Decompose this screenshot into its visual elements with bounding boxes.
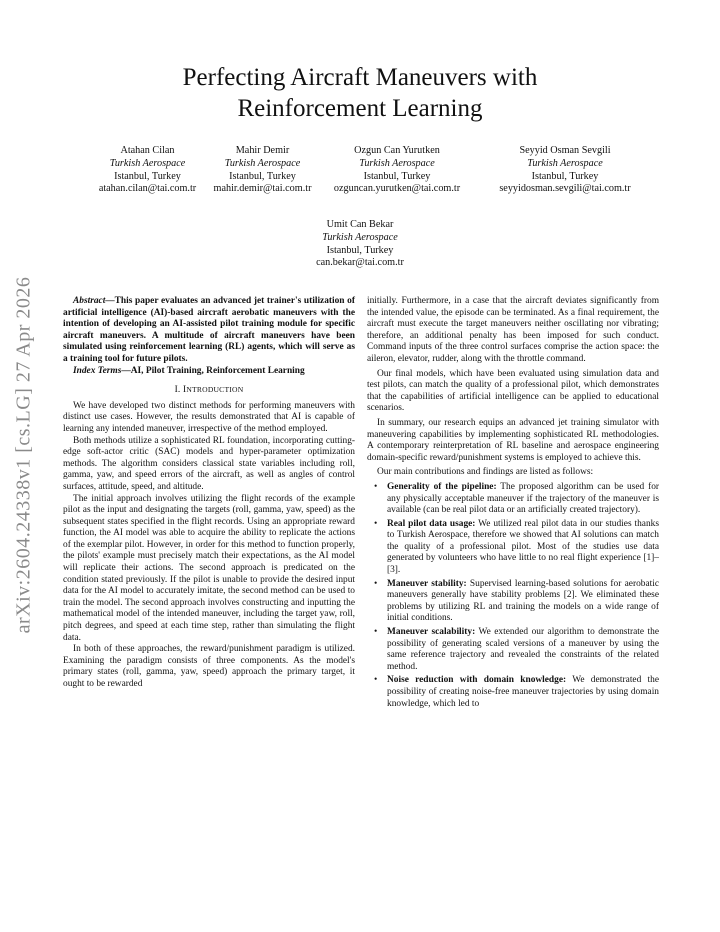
abstract-text: —This paper evaluates an advanced jet trainer's utilization of artificial intelligence (AI)-based aircraft aerobatic maneuvers with the intention of developing an AI-assisted pilot training module for specific aircraft maneuvers. A multitude of aircraft maneuvers have been simulated using reinforcement learning (RL) agents, which will serve as a training tool for future pilots. (63, 296, 355, 364)
body-paragraph: In summary, our research equips an advanced jet training simulator with maneuvering capabilities by implementing sophisticated RL methodologies. A contemporary reinterpretation of RL baseline and aerospace engineering domain-specific reward/punishment systems is employed to achieve this. (367, 417, 659, 463)
author-email: ozguncan.yurutken@tai.com.tr (333, 183, 461, 195)
author-location: Istanbul, Turkey (114, 170, 181, 182)
author-email: atahan.cilan@tai.com.tr (98, 183, 197, 195)
author-block (322, 145, 472, 196)
index-terms-label: Index Terms (73, 365, 122, 376)
author-email: can.bekar@tai.com.tr (316, 257, 404, 269)
author-email: seyyidosman.sevgili@tai.com.tr (499, 183, 631, 195)
author-email: mahir.demir@tai.com.tr (213, 183, 312, 195)
body-paragraph: Our final models, which have been evaluated using simulation data and test pilots, can match the quality of a professional pilot, which demonstrates that the capabilities of artificial intelligence can be applied to educational scenarios. (367, 368, 659, 414)
author-affiliation: Turkish Aerospace (359, 157, 435, 169)
body-paragraph: Both methods utilize a sophisticated RL foundation, incorporating cutting-edge soft-actor critic (SAC) models and hyper-parameter optimization methods. The algorithm considers classical state variables including roll, gamma, yaw, and speed errors of the aircraft, as well as angles of control surfaces, attitude, speed, and altitude. (63, 435, 355, 492)
section-title-rest: NTRODUCTION (186, 385, 244, 395)
author-name: Seyyid Osman Sevgili (519, 145, 611, 156)
list-item (367, 579, 659, 625)
list-item (367, 519, 659, 577)
section-number: I. (174, 385, 181, 396)
section-heading (63, 384, 355, 397)
author-name: Mahir Demir (235, 145, 290, 156)
contribution-head: Real pilot data usage: (387, 518, 476, 529)
author-affiliation: Turkish Aerospace (109, 157, 186, 169)
contributions-list (367, 482, 659, 710)
author-block (490, 145, 640, 196)
author-block (80, 145, 215, 196)
author-affiliation: Turkish Aerospace (322, 231, 398, 243)
contribution-text: We utilized real pilot data in our studies thanks to Turkish Aerospace, therefore we showed that AI solutions can match the quality of a professional pilot. Most of the studies use data generated by volunteers who have little to no real flight experience [1]–[3]. (387, 518, 659, 576)
section-first-letter: I (183, 385, 187, 396)
author-location: Istanbul, Turkey (531, 170, 599, 182)
abstract (63, 296, 355, 366)
list-item (367, 675, 659, 710)
author-affiliation: Turkish Aerospace (527, 157, 603, 169)
paper-title (110, 62, 610, 124)
left-column (63, 296, 355, 691)
title-line-2: Reinforcement Learning (237, 95, 483, 122)
list-item (367, 482, 659, 517)
contribution-text: The proposed algorithm can be used for any physically acceptable maneuver if the trajectory of the maneuver is available (can be real pilot data or an artificially created trajectory). (387, 481, 660, 516)
bullet-icon: • (374, 675, 378, 686)
contribution-text: We extended our algorithm to demonstrate the possibility of generating scaled versions of a maneuver by using the same reference trajectory and revealed the constraints of the related method. (387, 627, 659, 672)
contribution-head: Generality of the pipeline: (387, 481, 497, 492)
bullet-icon: • (374, 481, 378, 492)
right-column (367, 296, 659, 712)
author-name: Ozgun Can Yurutken (354, 145, 440, 156)
author-location: Istanbul, Turkey (229, 170, 296, 182)
author-block (200, 145, 325, 196)
body-paragraph: We have developed two distinct methods for performing maneuvers with distinct use cases. However, the results demonstrated that AI is capable of learning any intended maneuver, irrespective of the method employed. (63, 400, 355, 434)
contribution-head: Maneuver scalability: (387, 627, 476, 638)
index-terms (63, 366, 355, 378)
contribution-text: Supervised learning-based solutions for aerobatic maneuvers generally have stability problems [2]. We eliminated these problems by utilizing RL and training the models on a wide range of initial conditions. (387, 578, 659, 624)
author-affiliation: Turkish Aerospace (224, 157, 301, 169)
author-location: Istanbul, Turkey (326, 244, 394, 256)
author-name: Umit Can Bekar (326, 219, 394, 230)
author-block (285, 219, 435, 270)
index-terms-text: —AI, Pilot Training, Reinforcement Learning (121, 365, 305, 376)
contribution-head: Maneuver stability: (387, 578, 467, 589)
author-location: Istanbul, Turkey (363, 170, 431, 182)
body-paragraph: In both of these approaches, the reward/punishment paradigm is utilized. Examining the paradigm consists of three components. As the model's primary states (roll, gamma, yaw, speed) approach the primary target, it ought to be rewarded (63, 644, 355, 689)
contribution-text: We demonstrated the possibility of creating noise-free maneuver trajectories by using domain knowledge, which led to (387, 675, 660, 709)
body-paragraph: Our main contributions and findings are listed as follows: (377, 467, 594, 478)
contribution-head: Noise reduction with domain knowledge: (387, 675, 567, 686)
arxiv-identifier[interactable]: arXiv:2604.24338v1 [cs.LG] 27 Apr 2026 (12, 276, 35, 634)
bullet-icon: • (374, 518, 378, 529)
bullet-icon: • (374, 578, 378, 589)
abstract-label: Abstract (73, 296, 106, 306)
body-paragraph: initially. Furthermore, in a case that the aircraft deviates significantly from the intended value, the episode can be terminated. As a final requirement, the aircraft must execute the target maneuvers neither oscillating nor vibrating; therefore, an additional penalty has been imposed for such conduct. Command inputs of the three control surfaces comprise the action space: the aileron, elevator, rudder, along with the throttle command. (367, 296, 659, 364)
body-paragraph: The initial approach involves utilizing the flight records of the example pilot as the input and designating the targets (roll, gamma, yaw, speed) as the subsequent states specified in the flight records. Using an appropriate reward function, the AI model was able to acquire the ability to replicate the actions of the exemplar pilot. However, in order for this method to function properly, the pilots' example must precisely match their expectations, as the AI model will replicate their actions. The second approach is predicated on the condition stated previously. If the pilot is unable to provide the desired input data for the AI model to accurately imitate, the second method can be used to train the model. The second approach involves constructing and inputting the mathematical model of the intended maneuver, including the target yaw, roll, pitch degrees, and speed at each time step, rather than simulating the flight data. (63, 493, 355, 643)
title-line-1: Perfecting Aircraft Maneuvers with (182, 64, 538, 91)
author-name: Atahan Cilan (120, 145, 175, 156)
list-item (367, 627, 659, 673)
bullet-icon: • (374, 627, 378, 638)
